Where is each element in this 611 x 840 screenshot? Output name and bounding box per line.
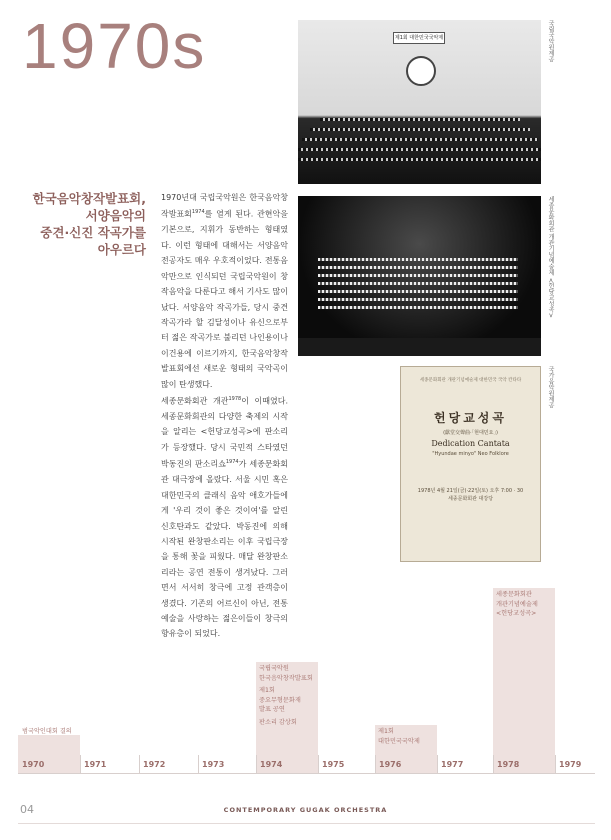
stage-emblem-icon — [406, 56, 436, 86]
section-headline — [20, 190, 146, 258]
timeline-year: 1977 — [441, 760, 464, 769]
timeline-tick — [198, 755, 199, 773]
timeline-tick — [437, 755, 438, 773]
choir-row — [318, 290, 518, 293]
timeline-event-1978: 세종문화회관 개관기념예술제 <헌당교성곡> — [496, 591, 538, 617]
orchestra-row — [298, 148, 541, 151]
orchestra-row — [310, 128, 530, 131]
booklet-date: 1978년 4월 21일(금)·22일(토) 오후 7:00 · 30 — [417, 488, 524, 494]
footer-divider — [18, 823, 595, 824]
choir-row — [318, 258, 518, 261]
booklet-header: 세종문화회관 개관기념예술제 대한민국 국악 칸타타 — [419, 378, 522, 383]
choir-photo — [298, 196, 541, 356]
timeline-year: 1972 — [143, 760, 166, 769]
choir-row — [318, 306, 518, 309]
booklet-cantata: Dedication Cantata — [431, 439, 510, 448]
timeline-event-1970: 범국악인대회 결의 — [22, 728, 72, 735]
headline-line: 중견·신진 작곡가를 — [40, 225, 146, 240]
orchestra-row — [302, 138, 538, 141]
body-paragraph: 세종문화회관 개관$^{1978}$이 이때였다. 세종문화회관의 다양한 축제의 시작을 알리는 <헌당교성곡>에 판소리가 등장했다. 당시 국민적 스타였던 박동진의 판소리쇼$^{1974}$가 세종문화회관 대극장에 올랐다. 서울 시민 혹은 대한민국의 클래식 음악 애호가들에게 '우리 것이 좋은 것이여'를 알린 신호탄과도 같았다. 박동진에 의해 시작된 완창판소리는 이후 국립극장을 통해 꽃을 피웠다. 매달 완창판소리라는 공연 전통이 생겨났다. 그러면서 서서히 창극에 고정 관객층이 생겼다. 기존의 어르신이 아닌, 전통예술을 사랑하는 젊은이들이 창극의 향유층이 되었다. — [161, 395, 288, 639]
timeline-tick — [493, 755, 494, 773]
program-booklet-image — [400, 366, 541, 562]
photo-credit: 세종문화회관 개관기념예술제 <헌당교성곡> — [547, 196, 554, 318]
timeline-year: 1973 — [202, 760, 225, 769]
timeline-tick — [256, 755, 257, 773]
orchestra-photo — [298, 20, 541, 184]
photo-credit: 국가음악원제공 — [547, 366, 554, 408]
timeline-tick — [80, 755, 81, 773]
orchestra-row — [298, 158, 541, 161]
publication-title: CONTEMPORARY GUGAK ORCHESTRA — [223, 806, 388, 814]
decade-title: 1970s — [22, 10, 207, 82]
booklet-venue: 세종문화회관 대강당 — [447, 496, 494, 502]
timeline-year: 1979 — [559, 760, 582, 769]
photo-credit: 국립국악원제공 — [547, 20, 554, 62]
timeline-tick — [375, 755, 376, 773]
body-paragraph: 1970년대 국립국악원은 한국음악창작발표회$^{1974}$를 열게 된다. 관현악을 기본으로, 지휘가 동반하는 형태였다. 이런 형태에 대해서는 서양음악 전공자도 매우 우호적이었다. 전통음악만으로 인식되던 국립국악원이 창작음악을 다룬다고 해서 기사도 많이 났다. 서양음악 작곡가들, 당시 중견 작곡가라 할 김달성이나 유신으로부터 젊은 작곡가로 불리던 나인용이나 이건용에 이르기까지, 한국음악창작발표회에선 새로운 형태의 국악곡이 많이 탄생했다. — [161, 193, 288, 389]
timeline-year: 1974 — [260, 760, 283, 769]
stage-banner: 제1회 대한민국국악제 — [393, 32, 445, 44]
timeline-event-1976: 제1회 대한민국국악제 — [378, 728, 420, 745]
orchestra-row — [320, 118, 520, 121]
timeline-tick — [555, 755, 556, 773]
headline-line: 서양음악의 — [85, 208, 146, 223]
choir-row — [318, 266, 518, 269]
timeline-year: 1975 — [322, 760, 345, 769]
timeline-year: 1978 — [497, 760, 520, 769]
headline-line: 아우르다 — [97, 242, 146, 257]
timeline-event-1974: 국립국악원 한국음악창작발표회 제1회 중요무형문화재 발표 공연 판소리 감상회 — [259, 665, 313, 726]
timeline-year: 1970 — [22, 760, 45, 769]
choir-row — [318, 282, 518, 285]
stage-floor — [298, 338, 541, 356]
timeline-year: 1976 — [379, 760, 402, 769]
choir-row — [318, 274, 518, 277]
booklet-subtitle: (獻堂交聲曲·「현대민요」) — [443, 430, 498, 436]
timeline-tick — [139, 755, 140, 773]
timeline-year: 1971 — [84, 760, 107, 769]
timeline-tick — [318, 755, 319, 773]
body-text — [161, 190, 288, 642]
headline-line: 한국음악창작발표회, — [32, 191, 146, 206]
booklet-cantata-sub: "Hyundae minyo" Neo Folklore — [432, 451, 509, 457]
choir-row — [318, 298, 518, 301]
page-number: 04 — [20, 803, 34, 816]
timeline-baseline — [18, 773, 595, 774]
booklet-title: 헌당교성곡 — [434, 411, 507, 425]
